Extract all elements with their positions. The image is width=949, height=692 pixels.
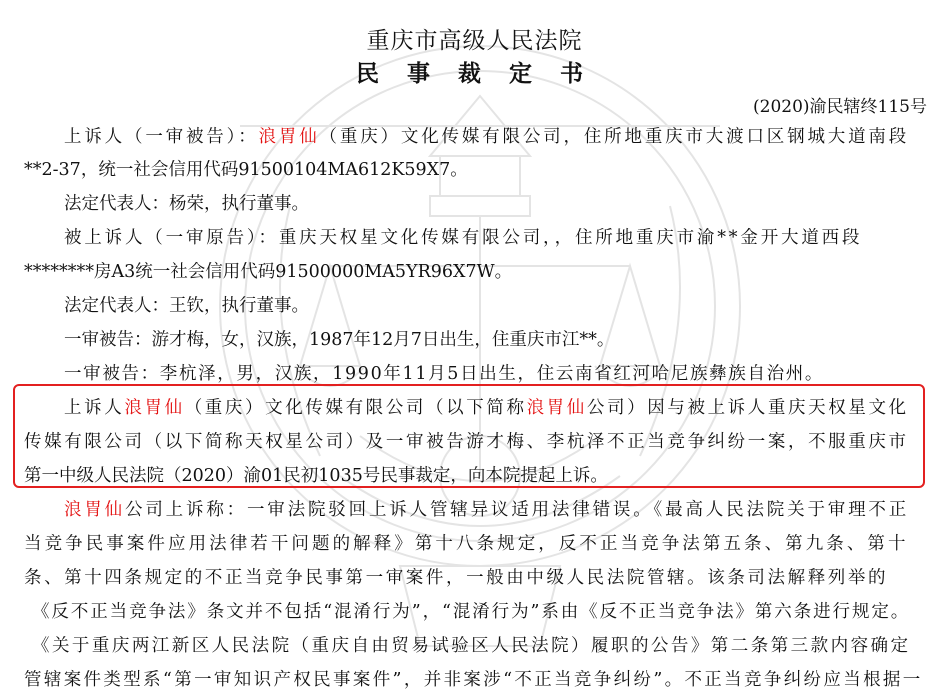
text-segment: 条、第十四条规定的不正当竞争民事第一审案件，一般由中级人民法院管辖。该条司法解释列举的 bbox=[24, 568, 889, 588]
highlighted-company-name: 浪胃仙 bbox=[124, 398, 185, 418]
text-segment: 公司上诉称：一审法院驳回上诉人管辖异议适用法律错误。《最高人民法院关于审理不正 bbox=[125, 500, 910, 520]
court-name: 重庆市高级人民法院 bbox=[366, 28, 583, 54]
text-segment: （重庆）文化传媒有限公司，住所地重庆市大渡口区钢城大道南段 bbox=[319, 127, 910, 147]
text-segment: 上诉人（一审被告）： bbox=[64, 127, 259, 147]
highlighted-company-name: 浪胃仙 bbox=[64, 500, 125, 520]
text-segment: 公司）因与被上诉人重庆天权星文化 bbox=[586, 398, 909, 418]
text-segment: 第一中级人民法院（2020）渝01民初1035号民事裁定，向本院提起上诉。 bbox=[24, 466, 608, 486]
text-segment: 被上诉人（一审原告）：重庆天权星文化传媒有限公司，，住所地重庆市渝**金开大道西段 bbox=[64, 228, 863, 248]
text-line bbox=[64, 363, 824, 385]
text-line bbox=[32, 635, 910, 657]
text-line bbox=[32, 601, 910, 623]
text-line bbox=[24, 669, 923, 691]
text-segment: 一审被告：游才梅，女，汉族，1987年12月7日出生，住重庆市江**。 bbox=[64, 330, 615, 350]
text-line bbox=[64, 193, 309, 215]
text-line bbox=[24, 261, 512, 283]
text-segment: 当竞争民事案件应用法律若干问题的解释》第十八条规定，反不正当竞争法第五条、第九条、第十 bbox=[24, 534, 909, 554]
text-line bbox=[24, 533, 909, 555]
case-number: (2020)渝民辖终115号 bbox=[753, 97, 927, 117]
text-segment: 法定代表人：王钦，执行董事。 bbox=[64, 296, 309, 316]
highlighted-company-name: 浪胃仙 bbox=[258, 127, 320, 147]
text-line bbox=[64, 227, 862, 249]
text-line bbox=[24, 159, 468, 181]
text-line bbox=[64, 499, 909, 521]
text-line bbox=[64, 295, 309, 317]
text-segment: 法定代表人：杨荣，执行董事。 bbox=[64, 194, 309, 214]
highlighted-company-name: 浪胃仙 bbox=[526, 398, 587, 418]
text-segment: **2-37，统一社会信用代码91500104MA612K59X7。 bbox=[24, 160, 468, 180]
text-segment: 《反不正当竞争法》条文并不包括“混淆行为”，“混淆行为”系由《反不正当竞争法》第六条进行规定。 bbox=[32, 602, 911, 622]
text-segment: ********房A3统一社会信用代码91500000MA5YR96X7W。 bbox=[24, 262, 513, 282]
text-segment: 管辖案件类型系“第一审知识产权民事案件”，并非案涉“不正当竞争纠纷”。不正当竞争纠纷应当根据一 bbox=[24, 670, 923, 690]
text-line bbox=[64, 126, 909, 148]
text-segment: 传媒有限公司（以下简称天权星公司）及一审被告游才梅、李杭泽不正当竞争纠纷一案，不服重庆市 bbox=[24, 432, 909, 452]
text-segment: 一审被告：李杭泽，男，汉族，1990年11月5日出生，住云南省红河哈尼族彝族自治州。 bbox=[64, 364, 825, 384]
highlight-box bbox=[13, 384, 925, 488]
text-line bbox=[64, 329, 614, 351]
text-line bbox=[24, 567, 888, 589]
text-segment: 《关于重庆两江新区人民法院（重庆自由贸易试验区人民法院）履职的公告》第二条第三款内容确定 bbox=[32, 636, 911, 656]
document-type-title: 民 事 裁 定 书 bbox=[355, 61, 594, 87]
text-segment: 上诉人 bbox=[64, 398, 125, 418]
text-segment: （重庆）文化传媒有限公司（以下简称 bbox=[184, 398, 527, 418]
